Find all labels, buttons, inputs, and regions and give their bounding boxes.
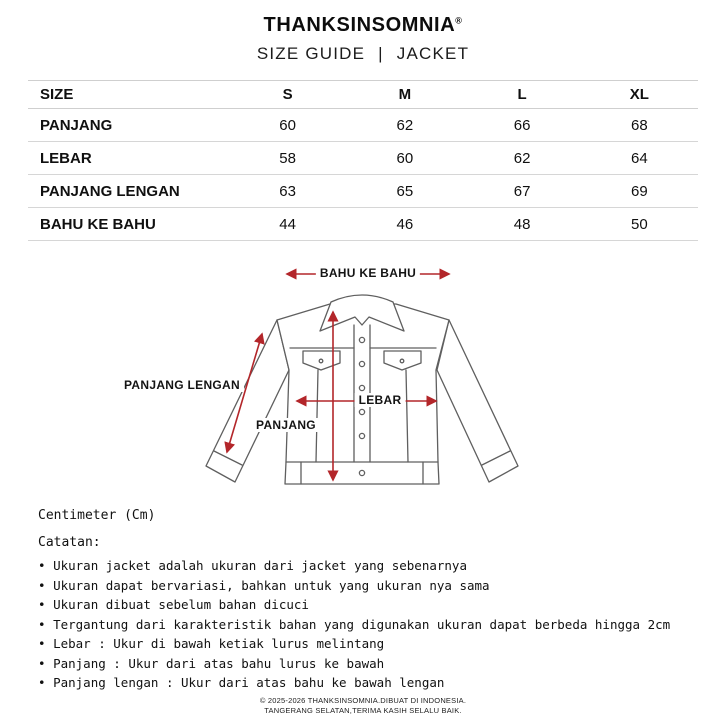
right-sleeve	[437, 320, 518, 482]
size-value: 67	[464, 175, 581, 208]
table-row-panjang-lengan	[28, 175, 698, 208]
row-label: LEBAR	[28, 142, 229, 175]
size-value: 66	[464, 109, 581, 142]
notes-section	[38, 508, 712, 693]
brand-header	[0, 14, 726, 64]
row-label: BAHU KE BAHU	[28, 208, 229, 241]
pocket-button	[400, 359, 404, 363]
column-header-xl: XL	[581, 81, 698, 109]
footer	[0, 696, 726, 715]
button	[359, 409, 364, 414]
subtitle-size-guide: SIZE GUIDE	[256, 44, 366, 63]
column-header-m: M	[346, 81, 463, 109]
note-item: • Ukuran jacket adalah ukuran dari jacket yang sebenarnya	[38, 556, 712, 576]
left-sleeve	[206, 320, 289, 482]
note-item: • Ukuran dapat bervariasi, bahkan untuk yang ukuran nya sama	[38, 576, 712, 596]
footer-line-2: TANGERANG SELATAN,TERIMA KASIH SELALU BAIK.	[264, 705, 462, 715]
size-value: 65	[346, 175, 463, 208]
size-value: 69	[581, 175, 698, 208]
row-label: PANJANG LENGAN	[28, 175, 229, 208]
column-header-s: S	[229, 81, 346, 109]
brand-name: THANKSINSOMNIA	[263, 14, 456, 36]
table-row-panjang	[28, 109, 698, 142]
size-value: 44	[229, 208, 346, 241]
size-value: 62	[464, 142, 581, 175]
label-lebar: LEBAR	[355, 393, 406, 407]
column-header-l: L	[464, 81, 581, 109]
size-value: 62	[346, 109, 463, 142]
size-value: 46	[346, 208, 463, 241]
subtitle-separator: |	[378, 44, 384, 63]
page-subtitle	[0, 44, 726, 64]
label-panjang: PANJANG	[252, 418, 320, 432]
label-panjang-lengan: PANJANG LENGAN	[120, 378, 244, 392]
button	[359, 361, 364, 366]
note-item: • Panjang : Ukur dari atas bahu lurus ke bawah	[38, 654, 712, 674]
button	[359, 385, 364, 390]
size-value: 63	[229, 175, 346, 208]
jacket-diagram	[0, 256, 726, 508]
size-value: 58	[229, 142, 346, 175]
jacket-illustration	[0, 256, 726, 508]
size-value: 60	[229, 109, 346, 142]
table-row-lebar	[28, 142, 698, 175]
row-label: PANJANG	[28, 109, 229, 142]
size-value: 50	[581, 208, 698, 241]
size-table-section	[28, 80, 698, 241]
brand-title	[0, 14, 726, 37]
note-item: • Ukuran dibuat sebelum bahan dicuci	[38, 595, 712, 615]
subtitle-jacket: JACKET	[396, 44, 470, 63]
jacket-outline	[206, 295, 518, 484]
table-row-bahu-ke-bahu	[28, 208, 698, 241]
button	[359, 337, 364, 342]
button	[359, 470, 364, 475]
note-item: • Tergantung dari karakteristik bahan yang digunakan ukuran dapat berbeda hingga 2cm	[38, 615, 712, 635]
size-table	[28, 80, 698, 241]
unit-label: Centimeter (Cm)	[38, 508, 156, 523]
footer-line-1: © 2025-2026 THANKSINSOMNIA.DIBUAT DI INDONESIA.	[259, 696, 467, 705]
pocket-button	[319, 359, 323, 363]
size-value: 60	[346, 142, 463, 175]
size-value: 68	[581, 109, 698, 142]
label-bahu-ke-bahu: BAHU KE BAHU	[316, 266, 420, 280]
table-header-row	[28, 81, 698, 109]
notes-heading: Catatan:	[38, 535, 101, 550]
column-header-size: SIZE	[28, 81, 229, 109]
size-value: 64	[581, 142, 698, 175]
button	[359, 433, 364, 438]
size-value: 48	[464, 208, 581, 241]
note-item: • Panjang lengan : Ukur dari atas bahu ke bawah lengan	[38, 673, 712, 693]
registered-mark: ®	[455, 15, 463, 26]
note-item: • Lebar : Ukur di bawah ketiak lurus melintang	[38, 634, 712, 654]
